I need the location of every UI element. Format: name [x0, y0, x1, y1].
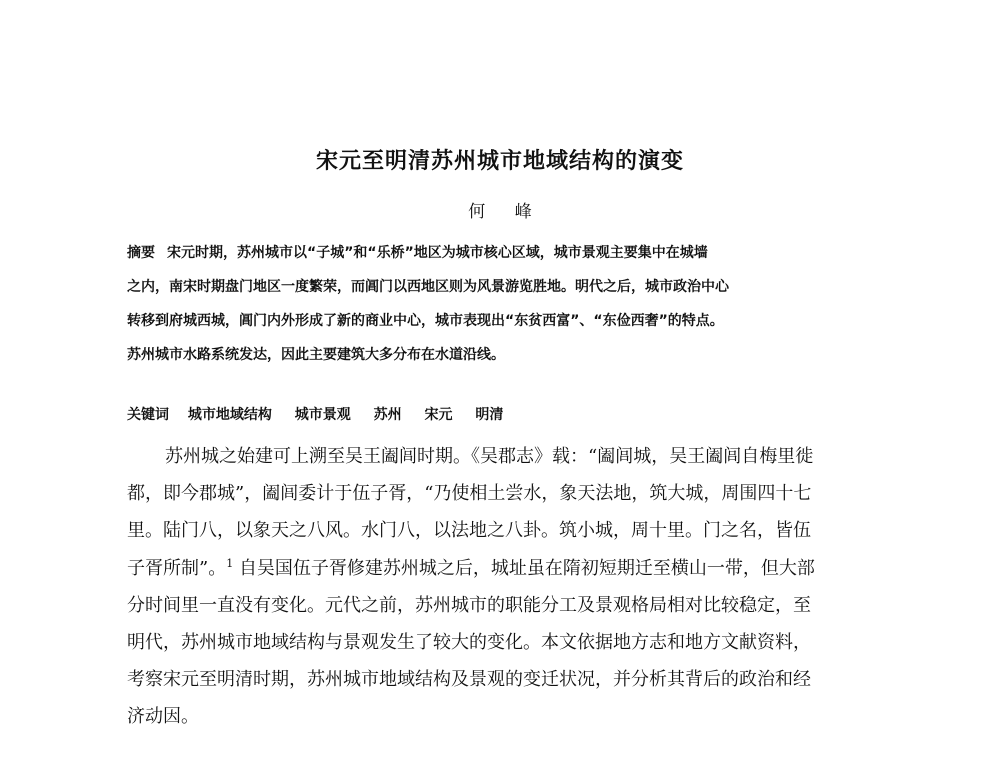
- abstract-line: 之内，南宋时期盘门地区一度繁荣，而阊门以西地区则为风景游览胜地。明代之后，城市政治中心: [127, 279, 729, 295]
- keyword: 宋元: [424, 407, 453, 423]
- body-line-rest: 自吴国伍子胥修建苏州城之后，城址虽在隋初短期迁至横山一带，但大部: [238, 557, 815, 579]
- keyword: 苏州: [373, 407, 402, 423]
- abstract-line: 转移到府城西城，阊门内外形成了新的商业中心，城市表现出“东贫西富”、“东俭西奢”的特点。: [127, 313, 724, 329]
- abstract-text: 宋元时期，苏州城市以“子城”和“乐桥”地区为城市核心区域，城市景观主要集中在城墙: [167, 245, 708, 261]
- abstract-line: 苏州城市水路系统发达，因此主要建筑大多分布在水道沿线。: [127, 347, 505, 363]
- footnote-marker[interactable]: 1: [226, 556, 234, 570]
- keywords-label: 关键词: [127, 407, 169, 423]
- keyword: 明清: [475, 407, 504, 423]
- paper-title: 宋元至明清苏州城市地域结构的演变: [315, 149, 684, 174]
- abstract: [127, 236, 885, 372]
- abstract-label: 摘要: [127, 245, 155, 261]
- body-paragraph: [127, 438, 885, 736]
- body-line-start: 子胥所制”。: [127, 557, 227, 579]
- body-line: 苏州城之始建可上溯至吴王阖闾时期。《吴郡志》载：“阖闾城，吴王阖闾自梅里徙: [165, 446, 814, 467]
- keyword: 城市地域结构: [187, 407, 272, 423]
- body-line: 考察宋元至明清时期，苏州城市地域结构及景观的变迁状况，并分析其背后的政治和经: [127, 669, 811, 691]
- keywords: [127, 401, 885, 429]
- abstract-line: [127, 236, 885, 270]
- body-line: 里。陆门八，以象天之八风。水门八，以法地之八卦。筑小城，周十里。门之名，皆伍: [127, 520, 811, 542]
- body-line: 都，即今郡城”，阖闾委计于伍子胥，“乃使相土尝水，象天法地，筑大城，周围四十七: [127, 483, 812, 505]
- paper-author: 何 峰: [468, 202, 544, 222]
- body-line: 分时间里一直没有变化。元代之前，苏州城市的职能分工及景观格局相对比较稳定，至: [127, 594, 811, 616]
- body-line: [127, 550, 885, 587]
- body-line: 济动因。: [127, 706, 199, 728]
- body-line: 明代，苏州城市地域结构与景观发生了较大的变化。本文依据地方志和地方文献资料，: [127, 632, 811, 654]
- keyword: 城市景观: [294, 407, 351, 423]
